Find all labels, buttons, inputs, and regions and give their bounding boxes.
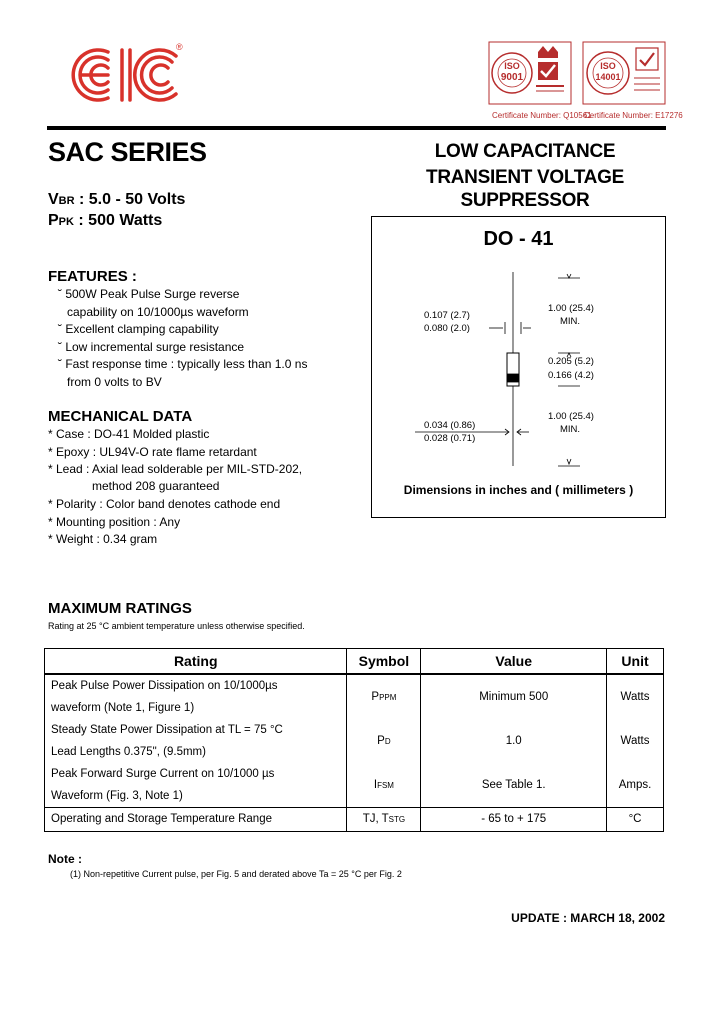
vbr-value: : 5.0 - 50 Volts: [74, 191, 186, 208]
package-name: DO - 41: [483, 228, 554, 250]
features-heading: FEATURES :: [48, 268, 137, 285]
col-unit-header: Unit: [607, 649, 664, 674]
rating-text-2: waveform (Note 1, Figure 1): [51, 701, 195, 714]
do41-drawing: [371, 216, 666, 518]
mechanical-item: * Lead : Axial lead solderable per MIL-STD-202,: [48, 462, 303, 476]
ratings-condition-note: Rating at 25 °C ambient temperature unless otherwise specified.: [48, 621, 305, 631]
cert2-iso-number: 14001: [595, 72, 621, 82]
body-length-min: 0.166 (4.2): [548, 370, 594, 381]
value-cell: - 65 to + 175: [421, 807, 607, 831]
rating-text: Peak Forward Surge Current on 10/1000 µs: [51, 767, 275, 780]
feature-item-continued: from 0 volts to BV: [67, 375, 162, 389]
rating-text-2: Waveform (Fig. 3, Note 1): [51, 789, 183, 802]
symbol-subscript: PPM: [379, 692, 397, 702]
rating-cell: [45, 719, 347, 763]
vbr-symbol: V: [48, 191, 59, 208]
lead-length-bottom-min: MIN.: [560, 424, 581, 435]
col-rating-header: Rating: [45, 649, 347, 674]
table-row: [45, 763, 664, 808]
series-title: SAC SERIES: [48, 137, 207, 167]
symbol-cell: [347, 807, 421, 831]
product-title-line1: LOW CAPACITANCE: [434, 141, 616, 162]
symbol-main: I: [373, 778, 378, 791]
ppk-subscript: PK: [58, 216, 74, 228]
mechanical-item-continued: method 208 guaranteed: [92, 479, 220, 493]
vbr-subscript: BR: [58, 195, 75, 207]
table-row: [45, 807, 664, 831]
mechanical-item: * Epoxy : UL94V-O rate flame retardant: [48, 445, 257, 459]
ppk-value: : 500 Watts: [73, 212, 163, 229]
lead-length-top-min: MIN.: [560, 316, 581, 327]
feature-item: ˘ 500W Peak Pulse Surge reverse: [58, 287, 240, 301]
rating-text: Steady State Power Dissipation at TL = 75 °C: [51, 723, 283, 736]
symbol-subscript: STG: [388, 815, 406, 824]
eic-logo: [64, 44, 189, 106]
ratings-heading: MAXIMUM RATINGS: [48, 600, 192, 617]
ratings-header-row: [45, 649, 664, 674]
vbr-spec: [48, 191, 185, 209]
note-1: (1) Non-repetitive Current pulse, per Fig. 5 and derated above Ta = 25 °C per Fig. 2: [70, 869, 402, 879]
unit-cell: Amps.: [607, 763, 664, 808]
ppk-spec: [48, 212, 162, 230]
cert1-iso-number: 9001: [500, 72, 524, 83]
header-divider: [47, 126, 666, 130]
feature-item-continued: capability on 10/1000µs waveform: [67, 305, 249, 319]
symbol-main: P: [377, 734, 385, 747]
mechanical-heading: MECHANICAL DATA: [48, 408, 193, 425]
wire-dia-max: 0.034 (0.86): [424, 420, 476, 431]
unit-cell: Watts: [607, 674, 664, 719]
table-row: [45, 674, 664, 719]
wire-dia-min: 0.028 (0.71): [424, 433, 476, 444]
mechanical-item: * Case : DO-41 Molded plastic: [48, 427, 210, 441]
lead-length-top: 1.00 (25.4): [548, 303, 594, 314]
cert1-iso-label: ISO: [504, 61, 520, 71]
cert1-caption: Certificate Number: Q10561: [492, 111, 592, 120]
body-length-max: 0.205 (5.2): [548, 356, 594, 367]
notes-heading: Note :: [48, 852, 82, 866]
lead-dia-min: 0.080 (2.0): [424, 323, 470, 334]
rating-cell: Operating and Storage Temperature Range: [45, 807, 347, 831]
mechanical-item: * Weight : 0.34 gram: [48, 532, 158, 546]
product-title-line2: TRANSIENT VOLTAGE: [426, 167, 624, 188]
feature-item: ˘ Low incremental surge resistance: [58, 340, 245, 354]
unit-cell: Watts: [607, 719, 664, 763]
cert2-iso-label: ISO: [600, 61, 616, 71]
table-row: [45, 719, 664, 763]
rating-cell: [45, 674, 347, 719]
col-symbol-header: Symbol: [347, 649, 421, 674]
value-cell: 1.0: [421, 719, 607, 763]
lead-length-bottom: 1.00 (25.4): [548, 411, 594, 422]
symbol-cell: [347, 674, 421, 719]
iso-14001-certificate-mark: [582, 40, 667, 108]
cert2-caption: Certificate Number: E17276: [584, 111, 683, 120]
symbol-subscript: FSM: [377, 780, 394, 790]
update-date: UPDATE : MARCH 18, 2002: [511, 911, 665, 925]
value-cell: Minimum 500: [421, 674, 607, 719]
rating-text-2: Lead Lengths 0.375", (9.5mm): [51, 745, 206, 758]
col-value-header: Value: [421, 649, 607, 674]
mechanical-item: * Polarity : Color band denotes cathode end: [48, 497, 281, 511]
rating-text: Peak Pulse Power Dissipation on 10/1000µs: [51, 679, 278, 692]
symbol-cell: [347, 719, 421, 763]
feature-item: ˘ Excellent clamping capability: [58, 322, 219, 336]
symbol-subscript: D: [384, 736, 391, 746]
iso-9001-certificate-mark: [488, 40, 573, 108]
ppk-symbol: P: [48, 212, 59, 229]
symbol-main: TJ, T: [362, 813, 389, 825]
unit-cell: °C: [607, 807, 664, 831]
symbol-main: P: [371, 690, 380, 703]
rating-cell: [45, 763, 347, 808]
mechanical-item: * Mounting position : Any: [48, 515, 181, 529]
ratings-table: [44, 648, 664, 832]
lead-dia-max: 0.107 (2.7): [424, 310, 470, 321]
feature-item: ˘ Fast response time : typically less than 1.0 ns: [58, 357, 308, 371]
value-cell: See Table 1.: [421, 763, 607, 808]
dimensions-caption: Dimensions in inches and ( millimeters ): [403, 483, 634, 497]
symbol-cell: [347, 763, 421, 808]
product-title-line3: SUPPRESSOR: [460, 190, 590, 211]
registered-mark: ®: [176, 42, 183, 52]
